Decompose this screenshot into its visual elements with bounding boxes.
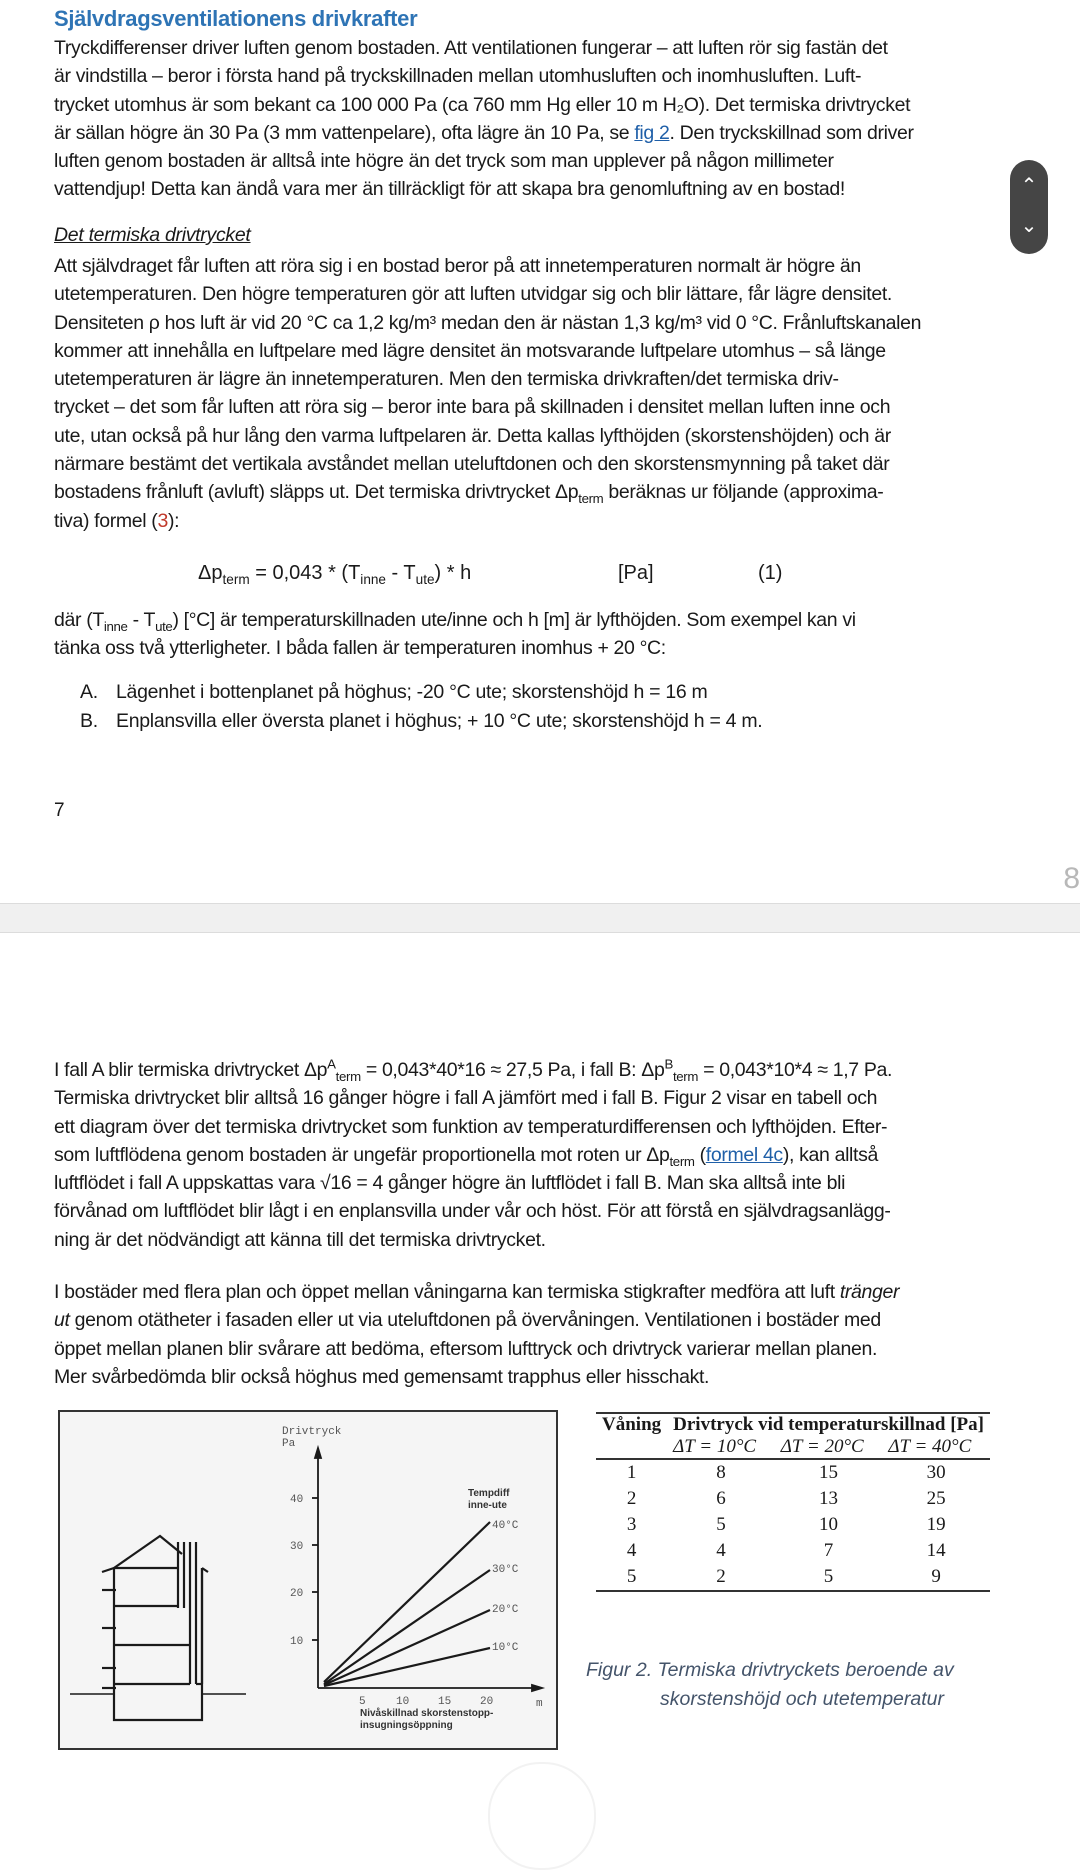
text-line: utetemperaturen är lägre än innetemperaturen. Men den termiska drivkraften/det termiska driv- [54,368,839,391]
text-line: ett diagram över det termiska drivtrycket som funktion av temperaturdifferensen och lyfthöjden. Efter- [54,1115,888,1138]
formula-part: = 0,043 * (T [249,562,361,584]
cell: 10 [819,1514,839,1535]
y-tick: 40 [290,1494,304,1506]
list-text: Enplansvilla eller översta planet i höghus; + 10 °C ute; skorstenshöjd h = 4 m. [116,710,763,732]
text-line: närmare bestämt det vertikala avståndet mellan uteluftdonen och den skorstensmynning på taket där [54,453,890,476]
figure-2-diagram [58,1410,558,1750]
cell: 5 [626,1566,637,1587]
text-line: Att självdraget får luften att röra sig i en bostad beror på att innetemperaturen normalt är högre än [54,255,861,277]
reference-3-link[interactable]: 3 [157,509,168,532]
cell: 14 [926,1540,946,1561]
list-label: A. [80,681,98,703]
legend-title: Tempdiff [468,1488,510,1499]
cell: 6 [716,1488,726,1509]
formula-lhs: Δp [198,562,223,584]
text-fragment: ), kan alltså [782,1143,879,1166]
cell: 25 [926,1488,946,1509]
column-header: ΔT = 40°C [888,1436,972,1457]
text-line: förvånad om luftflödet blir lågt i en enplansvilla under vår och höst. För att förstå en självdragsanlägg- [54,1200,891,1223]
text-line: tänka oss två ytterligheter. I båda fallen är temperaturen inomhus + 20 °C: [54,637,666,660]
cell: 3 [626,1514,637,1535]
formula-part: ) * h [434,562,472,584]
cell: 5 [823,1566,834,1587]
y-tick: 10 [290,1636,304,1648]
column-header: ΔT = 10°C [673,1436,757,1457]
x-tick: 10 [396,1696,410,1708]
subscript: term [578,491,604,507]
caption-line: skorstenshöjd och utetemperatur [660,1688,944,1710]
text-fragment: beräknas ur följande (approxima- [603,481,884,504]
page-scroll-control [1010,160,1048,254]
text-line: trycket – det som får luften att röra sig – beror inte bara på skillnaden i densitet mellan luften inne och [54,396,891,419]
text-line: ute, utan också på hur lång den varma luftpelaren är. Detta kallas lyfthöjden (skorstenshöjden) och är [54,424,891,447]
text-fragment: - T [127,609,156,631]
fig-2-link[interactable]: fig 2 [634,121,670,144]
formel-4c-link[interactable]: formel 4c [705,1143,783,1166]
text-fragment: genom otätheter i fasaden eller ut via uteluftdonen på övervåningen. Ventilationen i bostäder med [69,1309,881,1332]
text-fragment: som luftflödena genom bostaden är ungefär proportionella mot roten ur Δp [54,1143,670,1166]
paragraph-thermal [54,252,1034,535]
subscript: term [672,1068,699,1084]
formula [198,562,471,585]
subscript: term [335,1068,361,1084]
text-line: trycket utomhus är som bekant ca 100 000 Pa (ca 760 mm Hg eller 10 m H₂O). Det termiska drivtrycket [54,93,911,116]
list-item-a [80,681,707,704]
text-line [54,507,1034,535]
faint-circle-overlay [488,1762,596,1870]
y-tick: 20 [290,1588,304,1600]
text-fragment: . Den tryckskillnad som driver [669,121,914,144]
cell: 9 [931,1566,941,1587]
cell: 15 [819,1462,839,1483]
text-line: luften genom bostaden är alltså inte högre än det tryck som man upplever på någon millimeter [54,150,834,173]
data-lines [324,1522,490,1686]
column-header: Våning [602,1414,662,1435]
figure-caption [586,1656,954,1714]
text-fragment: I fall A blir termiska drivtrycket Δp [54,1059,328,1081]
column-header: ΔT = 20°C [780,1436,864,1457]
y-axis-label: Drivtryck [282,1426,342,1438]
text-line [54,478,1034,506]
text-fragment: I bostäder med flera plan och öppet mellan våningarna kan termiska stigkrafter medföra att luft [54,1281,840,1303]
text-line: öppet mellan planen blir svårare att bedöma, eftersom lufttryck och drivtryck varierar mellan planen. [54,1337,878,1360]
text-fragment: bostadens frånluft (avluft) släpps ut. Det termiska drivtrycket Δp [54,481,579,504]
paragraph-where [54,606,1034,663]
text-fragment: = 0,043*40*16 ≈ 27,5 Pa, i fall B: Δp [360,1059,665,1081]
cell: 30 [926,1462,946,1483]
subscript: inne [103,618,128,634]
drivtryck-table [596,1412,990,1592]
series-label: 40°C [492,1520,519,1532]
table-row [596,1512,990,1538]
text-line: Termiska drivtrycket blir alltså 16 gånger högre i fall A jämfört med i fall B. Figur 2 visar en tabell och [54,1087,878,1110]
text-line: Tryckdifferenser driver luften genom bostaden. Att ventilationen fungerar – att luften rör sig fastän det [54,37,888,59]
column-group-header: Drivtryck vid temperaturskillnad [Pa] [673,1414,984,1435]
table-row [596,1564,990,1591]
text-line: luftflödet i fall A uppskattas vara √16 = 4 gånger högre än luftflödet i fall B. Man ska alltså inte bli [54,1172,846,1195]
chevron-down-icon: ⌄ [1020,215,1038,237]
equation-number: (1) [758,562,783,584]
x-tick: 15 [438,1696,452,1708]
list-item-b [80,710,762,733]
cell: 4 [716,1540,726,1561]
text-fragment: = 0,043*10*4 ≈ 1,7 Pa. [698,1059,893,1081]
chart-and-building-drawing [60,1412,556,1748]
y-axis-unit: Pa [282,1438,296,1450]
cell: 19 [926,1514,946,1535]
text-line [54,1306,1034,1334]
text-line: vattendjup! Detta kan ändå vara mer än tillräckligt för att skapa bra genomluftning av en bostad! [54,178,845,201]
text-fragment: ): [167,509,180,532]
y-tick: 30 [290,1541,304,1553]
list-text: Lägenhet i bottenplanet på höghus; -20 °C ute; skorstenshöjd h = 16 m [116,681,708,703]
cell: 2 [626,1488,637,1509]
text-fragment: ut [54,1309,70,1332]
formula-unit: [Pa] [618,562,654,584]
subscript: term [222,572,250,587]
superscript: B [664,1056,673,1072]
section-title: Självdragsventilationens drivkrafter [54,6,418,31]
series-label: 30°C [492,1564,519,1576]
superscript: A [327,1056,336,1072]
scroll-down-button[interactable] [1010,208,1048,244]
text-line: Mer svårbedömda blir också höghus med gemensamt trapphus eller hisschakt. [54,1365,710,1388]
subscript: inne [360,572,386,587]
formula-part: - T [386,562,416,584]
cell: 1 [626,1462,637,1483]
x-axis-unit: m [536,1698,543,1710]
text-fragment: där (T [54,609,104,631]
text-fragment: tränger [839,1281,900,1303]
paragraph-intro [54,34,1034,204]
text-fragment: tiva) formel ( [54,509,158,532]
scroll-up-button[interactable] [1010,168,1048,204]
text-line [54,119,1034,147]
text-line [54,1278,1034,1306]
x-axis-label: Nivåskillnad skorstenstopp- [360,1708,494,1719]
paragraph-cases [54,1056,1034,1254]
x-axis-label: insugningsöppning [360,1720,453,1731]
subscript: ute [415,572,435,587]
text-line [54,1056,1034,1084]
cell: 2 [716,1566,726,1587]
table-row [596,1486,990,1512]
x-tick: 5 [359,1696,366,1708]
subscript: ute [155,618,173,634]
paragraph-multistorey [54,1278,1034,1391]
cell: 5 [716,1514,726,1535]
text-line: ning är det nödvändigt att känna till det termiska drivtrycket. [54,1228,546,1251]
text-line: är vindstilla – beror i första hand på tryckskillnaden mellan utomhusluften och inomhusluften. Luft- [54,65,862,88]
text-fragment: ( [694,1143,706,1166]
series-label: 10°C [492,1642,519,1654]
series-label: 20°C [492,1604,519,1616]
text-line: utetemperaturen. Den högre temperaturen gör att luften utvidgar sig och blir lättare, får lägre densitet. [54,283,892,306]
cell: 8 [716,1462,726,1483]
table-row [596,1538,990,1564]
text-line [54,1141,1034,1169]
table-row [596,1459,990,1486]
cell: 4 [626,1540,637,1561]
page-number: 7 [54,800,65,821]
building-icon [70,1536,246,1720]
subscript: term [669,1153,695,1169]
text-fragment: är sällan högre än 30 Pa (3 mm vattenpelare), ofta lägre än 10 Pa, se [54,121,635,144]
text-line [54,606,1034,634]
text-line: kommer att innehålla en luftpelare med lägre densitet än motsvarande luftpelare utomhus – så länge [54,339,886,362]
text-line: Densiteten ρ hos luft är vid 20 °C ca 1,2 kg/m³ medan den är nästan 1,3 kg/m³ vid 0 °C. Frånluftskanalen [54,311,922,334]
next-page-number: 8 [1063,862,1080,895]
cell: 7 [823,1540,834,1561]
text-fragment: ) [°C] är temperaturskillnaden ute/inne och h [m] är lyfthöjden. Som exempel kan vi [172,609,856,631]
caption-line: Figur 2. Termiska drivtryckets beroende av [586,1659,954,1681]
page-separator [0,903,1080,933]
subheading: Det termiska drivtrycket [54,224,251,246]
x-tick: 20 [480,1696,494,1708]
list-label: B. [80,710,98,732]
cell: 13 [819,1488,839,1509]
chevron-up-icon: ⌃ [1020,175,1038,197]
legend-title: inne-ute [468,1500,507,1511]
